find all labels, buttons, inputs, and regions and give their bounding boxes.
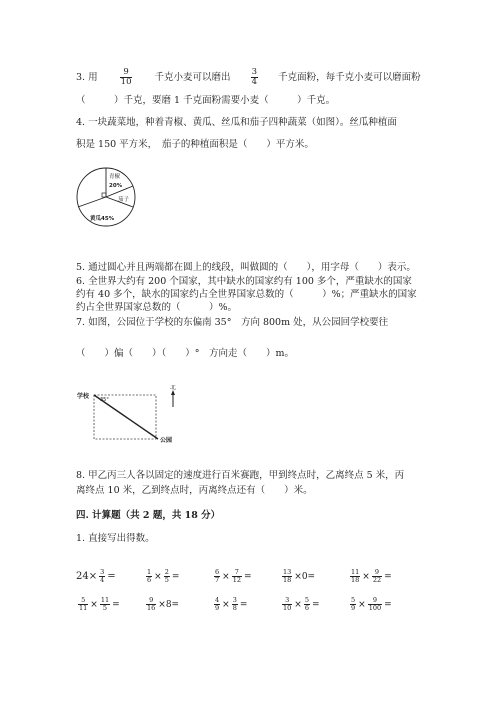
q4-line2: 积是 150 平方米， 茄子的种植面积是（ ）平方米。 xyxy=(76,139,314,150)
calc-item: $\frac{1}{6}$ × $\frac{2}{5}$ = xyxy=(147,568,180,584)
pie-label-qingjiao: 青椒 xyxy=(109,174,121,180)
calc-question-1: 1. 直接写出得数。 xyxy=(76,533,155,544)
calc-item: $\frac{13}{18}$ ×0= xyxy=(283,568,316,584)
q6-line2: 约有 40 多个，缺水的国家约占全世界国家总数的（ ）%；严重缺水的国家 xyxy=(76,289,417,300)
school-label: 学校 xyxy=(77,393,90,400)
calc-item: $\frac{9}{16}$ ×8= xyxy=(147,596,180,612)
angle-label: 35° xyxy=(100,397,109,403)
park-label: 公园 xyxy=(160,437,173,444)
q3-text-b: 千克小麦可以磨出 xyxy=(154,72,231,83)
q5-line: 5. 通过圆心并且两端都在圆上的线段，叫做圆的（ ），用字母（ ）表示。 xyxy=(76,262,416,273)
q3-line2: （ ）千克，要磨 1 千克面粉需要小麦（ ）千克。 xyxy=(76,95,336,106)
pie-label-huanggua: 黄瓜45% xyxy=(90,216,115,222)
q4-line1: 4. 一块蔬菜地，种着青椒、黄瓜、丝瓜和茄子四种蔬菜（如图）。丝瓜种植面 xyxy=(76,117,397,128)
q3-line1 xyxy=(76,68,421,87)
calc-row-2 xyxy=(76,597,416,612)
q3-text-a: 3. 用 xyxy=(76,72,98,83)
vegetable-pie-chart xyxy=(76,163,138,233)
calc-item: $\frac{5}{9}$ × $\frac{9}{100}$ = xyxy=(351,596,392,612)
pie-pct-qingjiao: 20% xyxy=(109,183,123,189)
q7-line1: 7. 如图，公园位于学校的东偏南 35° 方向 800m 处，从公园回学校要往 xyxy=(76,317,389,328)
q6-line3: 约占全世界国家总数的（ ）%。 xyxy=(76,302,238,313)
fraction: $\frac{3}{4}$ xyxy=(251,67,258,87)
q8-line2: 离终点 10 米，乙到终点时，丙离终点还有（ ）米。 xyxy=(76,485,313,496)
calc-item: $\frac{3}{10}$ × $\frac{5}{6}$ = xyxy=(283,596,320,612)
q3-text-c: 千克面粉，每千克小麦可以磨面粉 xyxy=(278,72,421,83)
calc-row-1 xyxy=(76,569,416,584)
calc-item: 24× $\frac{3}{4}$ = xyxy=(76,568,116,584)
fraction: $\frac{9}{10}$ xyxy=(120,67,132,87)
q7-line2: （ ）偏（ ）（ ）° 方向走（ ）m。 xyxy=(76,348,295,359)
calc-item: $\frac{11}{18}$ × $\frac{9}{22}$ = xyxy=(351,568,392,584)
calc-item: $\frac{6}{7}$ × $\frac{7}{12}$ = xyxy=(215,568,252,584)
section-title: 四. 计算题（共 2 题，共 18 分） xyxy=(76,510,221,521)
calc-item: $\frac{4}{9}$ × $\frac{3}{8}$ = xyxy=(215,596,248,612)
school-park-diagram xyxy=(76,385,186,445)
q8-line1: 8. 甲乙丙三人各以固定的速度进行百米赛跑，甲到终点时，乙离终点 5 米，丙 xyxy=(76,470,405,481)
q6-line1: 6. 全世界大约有 200 个国家，其中缺水的国家约有 100 多个，严重缺水的国家 xyxy=(76,276,412,287)
pie-label-qiezi: 茄子 xyxy=(118,197,130,203)
calc-item: $\frac{5}{11}$ × $\frac{11}{5}$ = xyxy=(79,596,120,612)
north-label: 北 xyxy=(170,385,177,391)
